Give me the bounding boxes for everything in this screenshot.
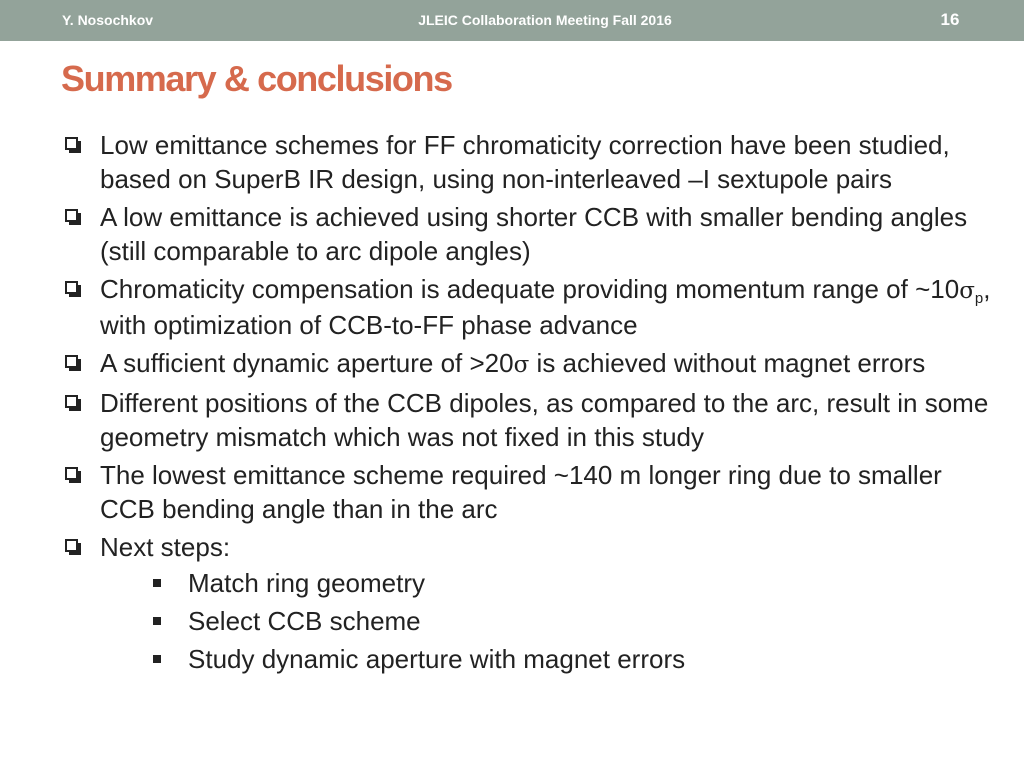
summary-item-text: The lowest emittance scheme required ~140 m longer ring due to smaller CCB bending angle than in the arc: [100, 460, 942, 524]
summary-item-text: A low emittance is achieved using shorter CCB with smaller bending angles (still comparable to arc dipole angles): [100, 202, 968, 266]
slide-title: Summary & conclusions: [61, 58, 452, 99]
summary-item-text: Different positions of the CCB dipoles, as compared to the arc, result in some geometry mismatch which was not fixed in this study: [100, 388, 989, 452]
author-label: Y. Nosochkov: [62, 12, 154, 28]
summary-item-text-start: A sufficient dynamic aperture of >20: [100, 348, 514, 378]
next-step-text: Select CCB scheme: [188, 606, 421, 636]
checkbox-bullet-icon: [65, 281, 78, 294]
square-bullet-icon: [153, 579, 161, 587]
checkbox-bullet-icon: [65, 209, 78, 222]
summary-item: [63, 200, 993, 268]
summary-item: [63, 530, 993, 676]
next-step-item: [151, 604, 993, 638]
header-bar: [0, 0, 1024, 41]
summary-item: [63, 346, 993, 382]
square-bullet-icon: [153, 617, 161, 625]
next-step-item: [151, 642, 993, 676]
checkbox-bullet-icon: [65, 137, 78, 150]
next-step-item: [151, 566, 993, 600]
meeting-label: JLEIC Collaboration Meeting Fall 2016: [418, 12, 672, 28]
sigma-subscript: p: [974, 290, 984, 307]
checkbox-bullet-icon: [65, 467, 78, 480]
next-step-text: Match ring geometry: [188, 568, 425, 598]
next-step-text: Study dynamic aperture with magnet errors: [188, 644, 686, 674]
square-bullet-icon: [153, 655, 161, 663]
page-number: 16: [940, 10, 960, 29]
checkbox-bullet-icon: [65, 355, 78, 368]
summary-item: [63, 386, 993, 454]
summary-item: [63, 128, 993, 196]
summary-item-text: Low emittance schemes for FF chromaticity correction have been studied, based on SuperB IR design, using non-interleaved –I sextupole pairs: [100, 130, 950, 194]
summary-item-text-start: Chromaticity compensation is adequate providing momentum range of ~10: [100, 274, 960, 304]
summary-item-text: Next steps:: [100, 532, 231, 562]
sigma-symbol: σ: [959, 278, 975, 304]
sigma-symbol: σ: [513, 352, 530, 378]
next-steps-list: [100, 566, 993, 676]
summary-list: [63, 128, 993, 680]
summary-item: [63, 272, 993, 342]
summary-item-text-end: is achieved without magnet errors: [529, 348, 926, 378]
summary-item: [63, 458, 993, 526]
summary-item-text-end: , with optimization of CCB-to-FF phase advance: [100, 274, 991, 340]
checkbox-bullet-icon: [65, 395, 78, 408]
checkbox-bullet-icon: [65, 539, 78, 552]
